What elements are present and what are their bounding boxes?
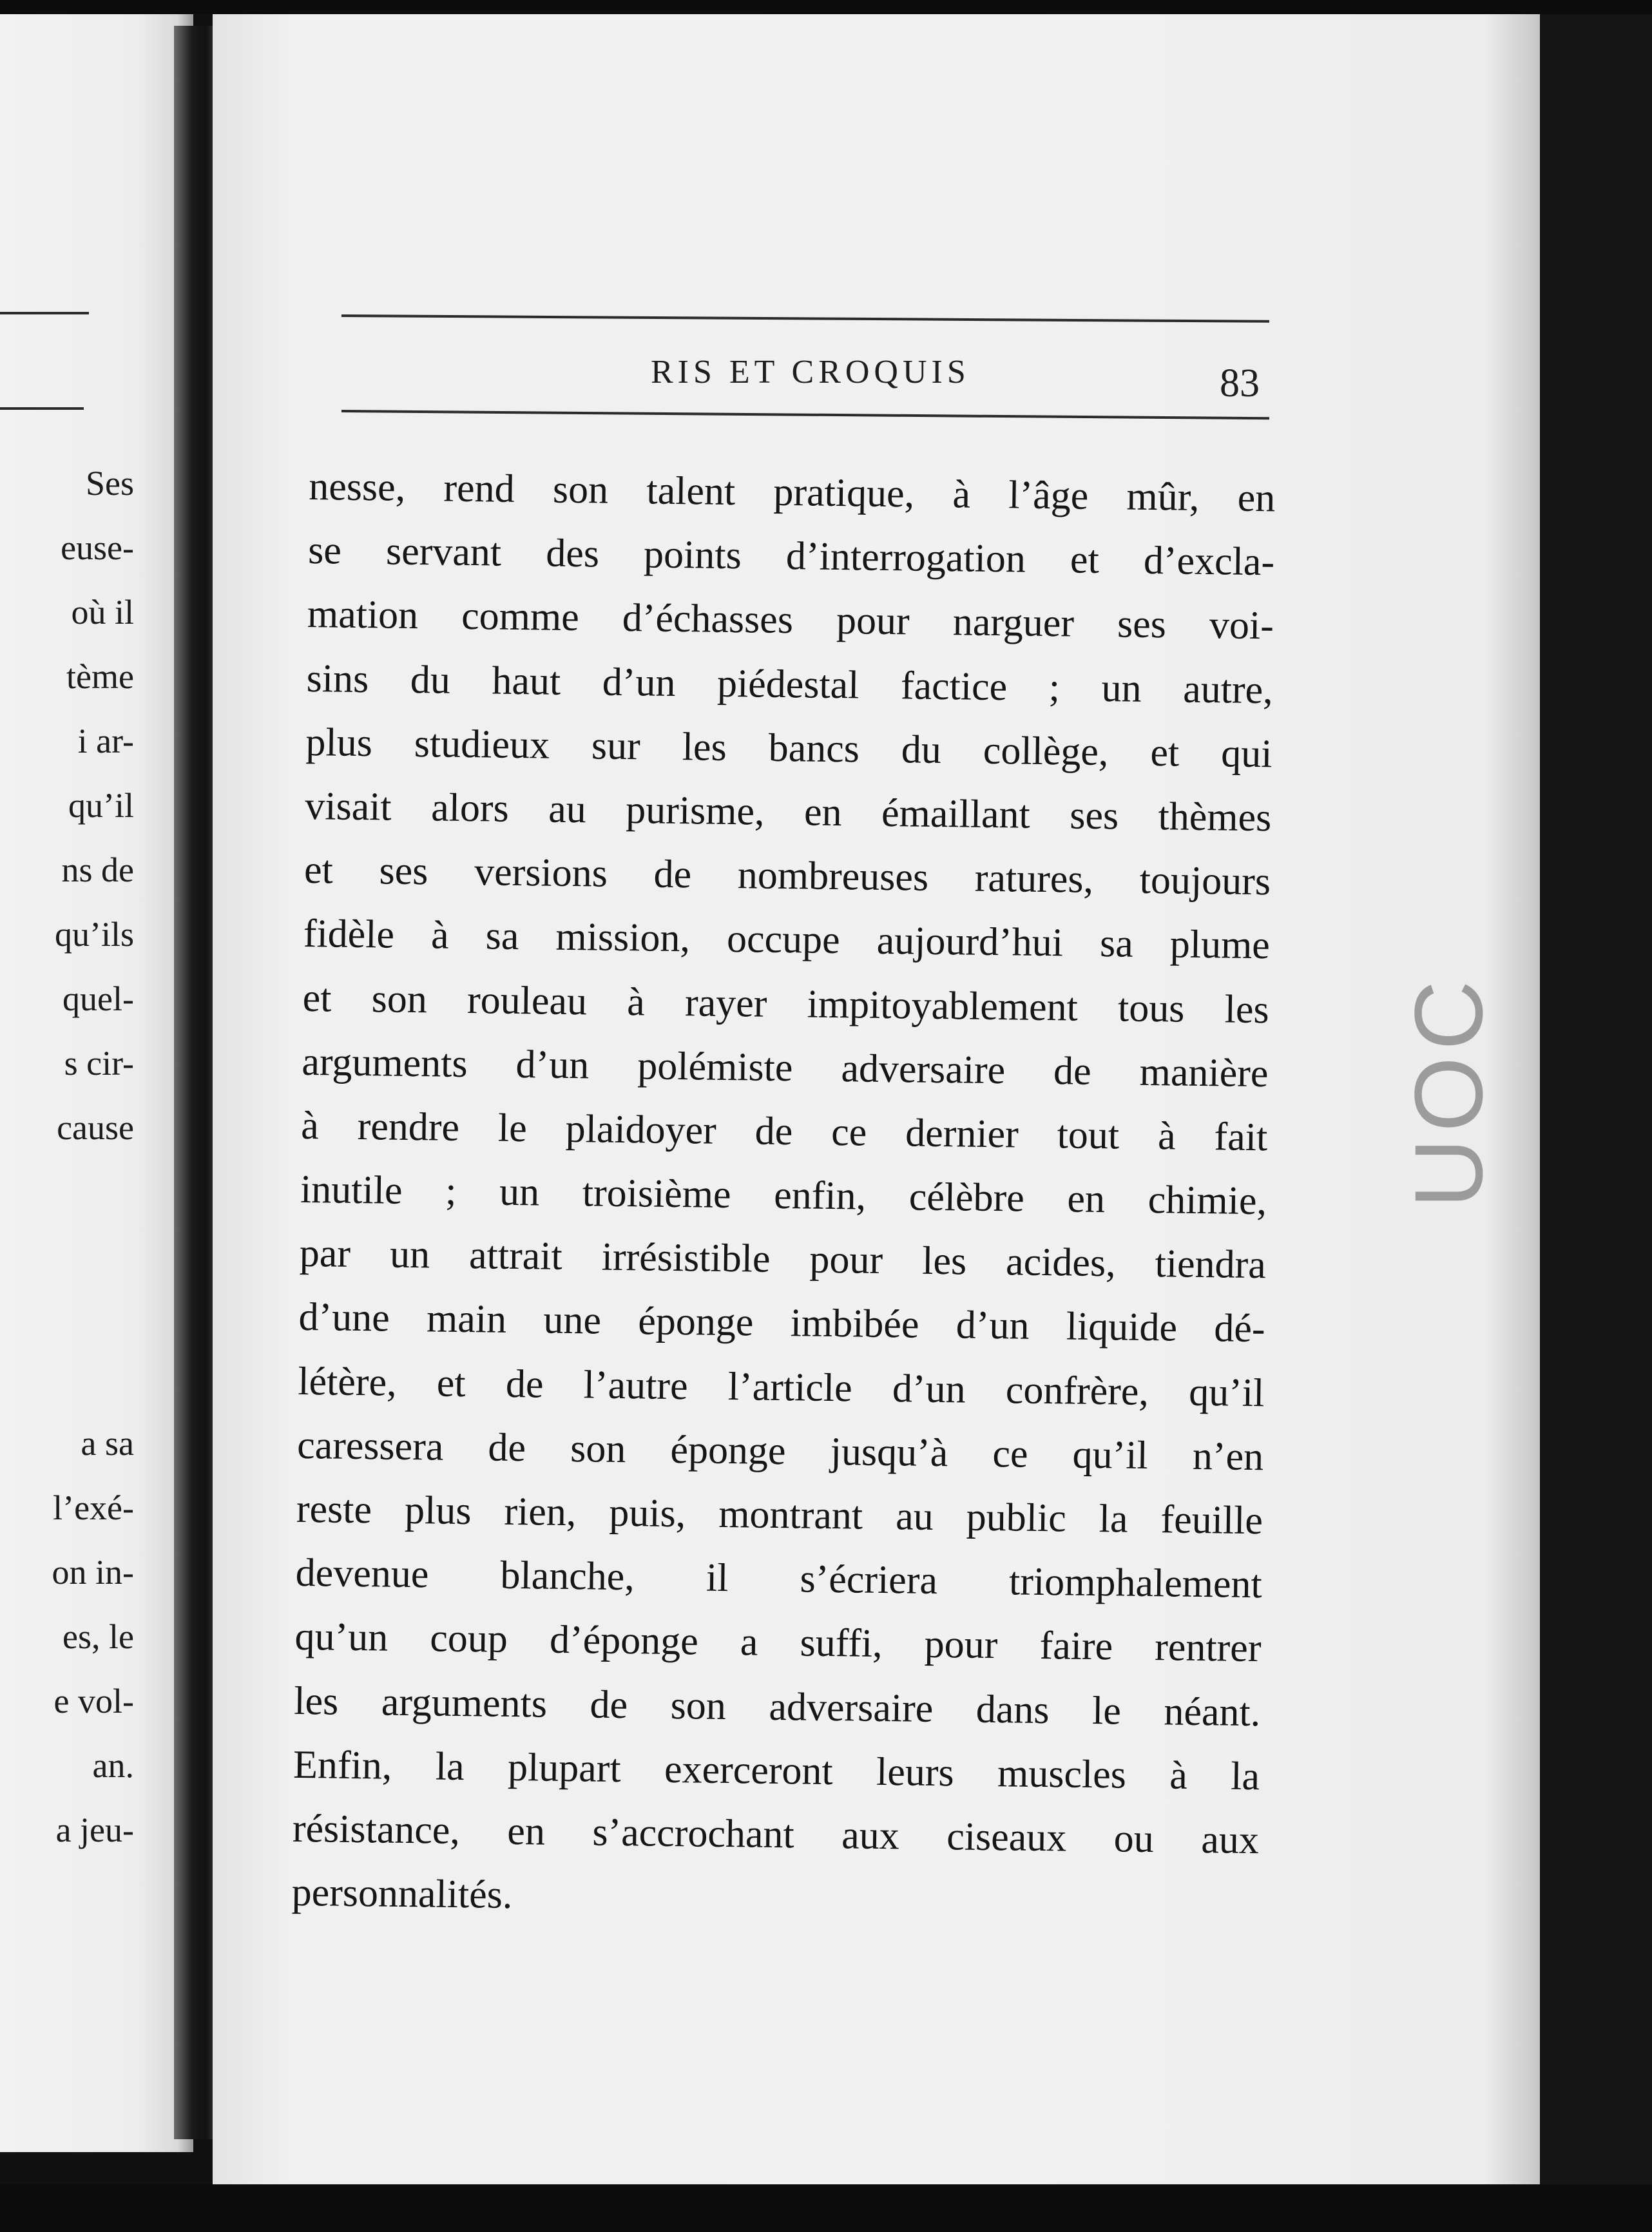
left-text-line: quel-	[62, 979, 134, 1018]
left-text-line: cause	[57, 1108, 134, 1147]
text-line: nesse, rend son talent pratique, à l’âge mûr, en	[308, 464, 1276, 521]
left-text-line: qu’ils	[54, 915, 134, 954]
text-line: à rendre le plaidoyer de ce dernier tout à fait	[300, 1103, 1268, 1160]
right-dark-margin	[1540, 0, 1652, 2232]
text-line: devenue blanche, il s’écriera triomphalement	[295, 1551, 1263, 1607]
text-line: sins du haut d’un piédestal factice ; un autre,	[306, 656, 1274, 712]
top-dark-margin	[0, 0, 1652, 14]
text-line: létère, et de l’autre l’article d’un confrère, qu’il	[298, 1359, 1265, 1415]
left-text-line: Ses	[85, 464, 134, 503]
text-line: fidèle à sa mission, occupe aujourd’hui sa plume	[303, 912, 1271, 968]
left-text-line: i ar-	[77, 722, 134, 760]
left-text-line: ns de	[61, 851, 134, 889]
left-text-line: a jeu-	[55, 1811, 134, 1849]
bottom-dark-margin	[0, 2184, 1652, 2232]
text-line: visait alors au purisme, en émaillant ses thèmes	[304, 784, 1272, 840]
text-line: plus studieux sur les bancs du collège, et qui	[305, 720, 1273, 776]
left-text-line: euse-	[61, 528, 134, 567]
left-header-rule-bottom	[0, 407, 84, 410]
text-line: d’une main une éponge imbibée d’un liquide dé-	[298, 1295, 1265, 1351]
page-number: 83	[1220, 361, 1260, 405]
bleed-through-marks	[1387, 1111, 1510, 1208]
left-facing-page	[0, 0, 193, 2152]
left-text-line: s cir-	[64, 1044, 134, 1082]
running-title: RIS ET CROQUIS	[651, 354, 970, 390]
left-page-lower-text	[52, 1411, 135, 1862]
left-text-line: tème	[66, 657, 134, 696]
text-line: se servant des points d’interrogation et d’excla-	[307, 528, 1275, 584]
left-header-rule-top	[0, 312, 89, 314]
left-text-line: l’exé-	[53, 1488, 134, 1527]
text-line: personnalités.	[291, 1870, 513, 1918]
left-text-line: qu’il	[68, 786, 134, 825]
left-text-line: où il	[71, 593, 134, 631]
text-line: arguments d’un polémiste adversaire de manière	[302, 1039, 1269, 1095]
text-line: mation comme d’échasses pour narguer ses voi-	[307, 592, 1274, 648]
text-line: les arguments de son adversaire dans le néant.	[293, 1679, 1261, 1735]
text-line: reste plus rien, puis, montrant au public la feuille	[296, 1486, 1263, 1543]
text-line: par un attrait irrésistible pour les acides, tiendra	[299, 1231, 1267, 1287]
left-text-line: e vol-	[53, 1682, 134, 1720]
text-line: et son rouleau à rayer impitoyablement tous les	[302, 976, 1270, 1032]
text-line: inutile ; un troisième enfin, célèbre en chimie,	[300, 1167, 1267, 1224]
left-text-line: es, le	[62, 1617, 134, 1656]
left-text-line: a sa	[81, 1424, 134, 1463]
text-line: résistance, en s’accrochant aux ciseaux ou aux	[292, 1806, 1260, 1863]
left-page-upper-text	[55, 451, 134, 1160]
text-line: Enfin, la plupart exerceront leurs muscles à la	[293, 1742, 1260, 1798]
text-line: qu’un coup d’éponge a suffi, pour faire rentrer	[294, 1615, 1262, 1671]
body-text	[291, 455, 1276, 1936]
left-text-line: an.	[92, 1746, 134, 1785]
text-line: caressera de son éponge jusqu’à ce qu’il n’en	[296, 1423, 1264, 1479]
left-text-line: on in-	[52, 1553, 134, 1592]
text-line: et ses versions de nombreuses ratures, toujours	[303, 848, 1271, 904]
